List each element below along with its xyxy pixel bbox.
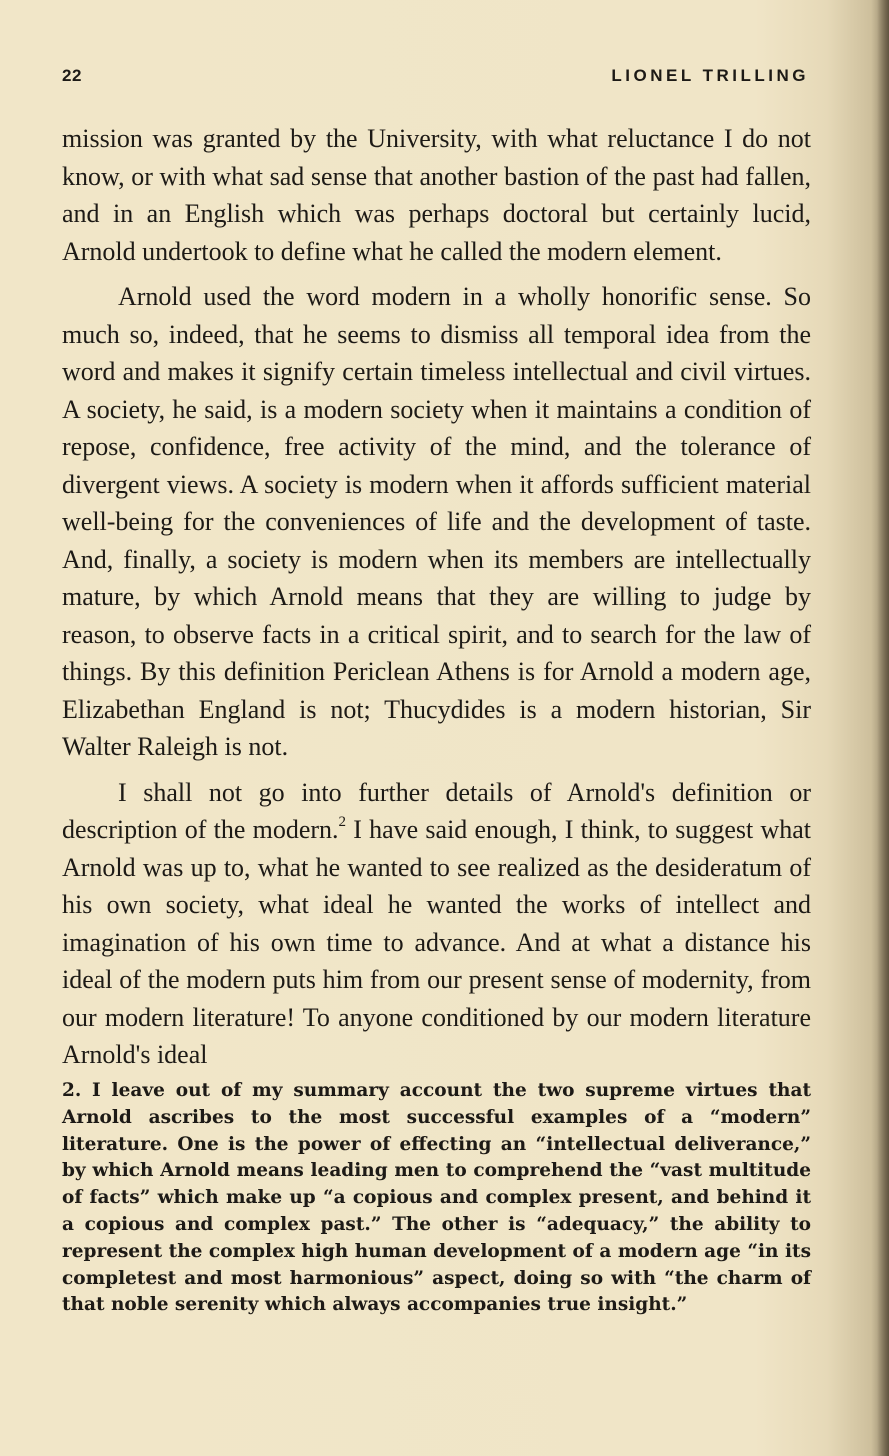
footnote-reference[interactable]: 2 [338,814,347,831]
footnote-text: I leave out of my summary account the two supreme virtues that Arnold ascribes to the most successful examples of a “modern” literature. One is the power of effecting an “intellectual deliverance,” by which Arnold means leading men to comprehend the “vast multitude of facts” which make up “a copious and complex present, and behind it a copious and complex past.” The other is “adequacy,” the ability to represent the complex high human development of a modern age “in its completest and most harmonious” aspect, doing so with “the charm of that noble serenity which always accompanies true insight.” [62,1080,811,1316]
paragraph-2: Arnold used the word modern in a wholly honorific sense. So much so, indeed, that he seems to dismiss all temporal idea from the word and makes it signify certain timeless intellectual and civil virtues. A society, he said, is a modern society when it maintains a condition of repose, confidence, free activity of the mind, and the tolerance of divergent views. A society is modern when it affords sufficient material well-being for the conveniences of life and the development of taste. And, finally, a society is modern when its members are intellectually mature, by which Arnold means that they are willing to judge by reason, to observe facts in a critical spirit, and to search for the law of things. By this definition Periclean Athens is for Arnold a modern age, Elizabethan England is not; Thucydides is a modern historian, Sir Walter Raleigh is not. [62,282,811,761]
running-head: LIONEL TRILLING [611,66,809,85]
body-text [62,120,811,1074]
footnote [62,1078,811,1319]
paragraph-1: mission was granted by the University, with what reluctance I do not know, or with what sad sense that another bastion of the past had fallen, and in an English which was perhaps doctoral but certainly lucid, Arnold undertook to define what he called the modern element. [62,124,811,266]
footnote-marker: 2. [62,1080,82,1101]
page-gutter-shadow [877,0,889,1456]
paragraph-3 [62,774,811,1074]
page-header [62,62,809,90]
page-number: 22 [62,66,82,85]
paragraph-3-start: I shall not go into further details of Arnold's definition or description of the modern. [62,777,811,844]
paragraph-3-end: I have said enough, I think, to suggest what Arnold was up to, what he wanted to see realized as the desideratum of his own society, what ideal he wanted the works of intellect and imagination of his own time to advance. And at what a distance his ideal of the modern puts him from our present sense of modernity, from our modern literature! To anyone conditioned by our modern literature Arnold's ideal [62,815,812,1069]
